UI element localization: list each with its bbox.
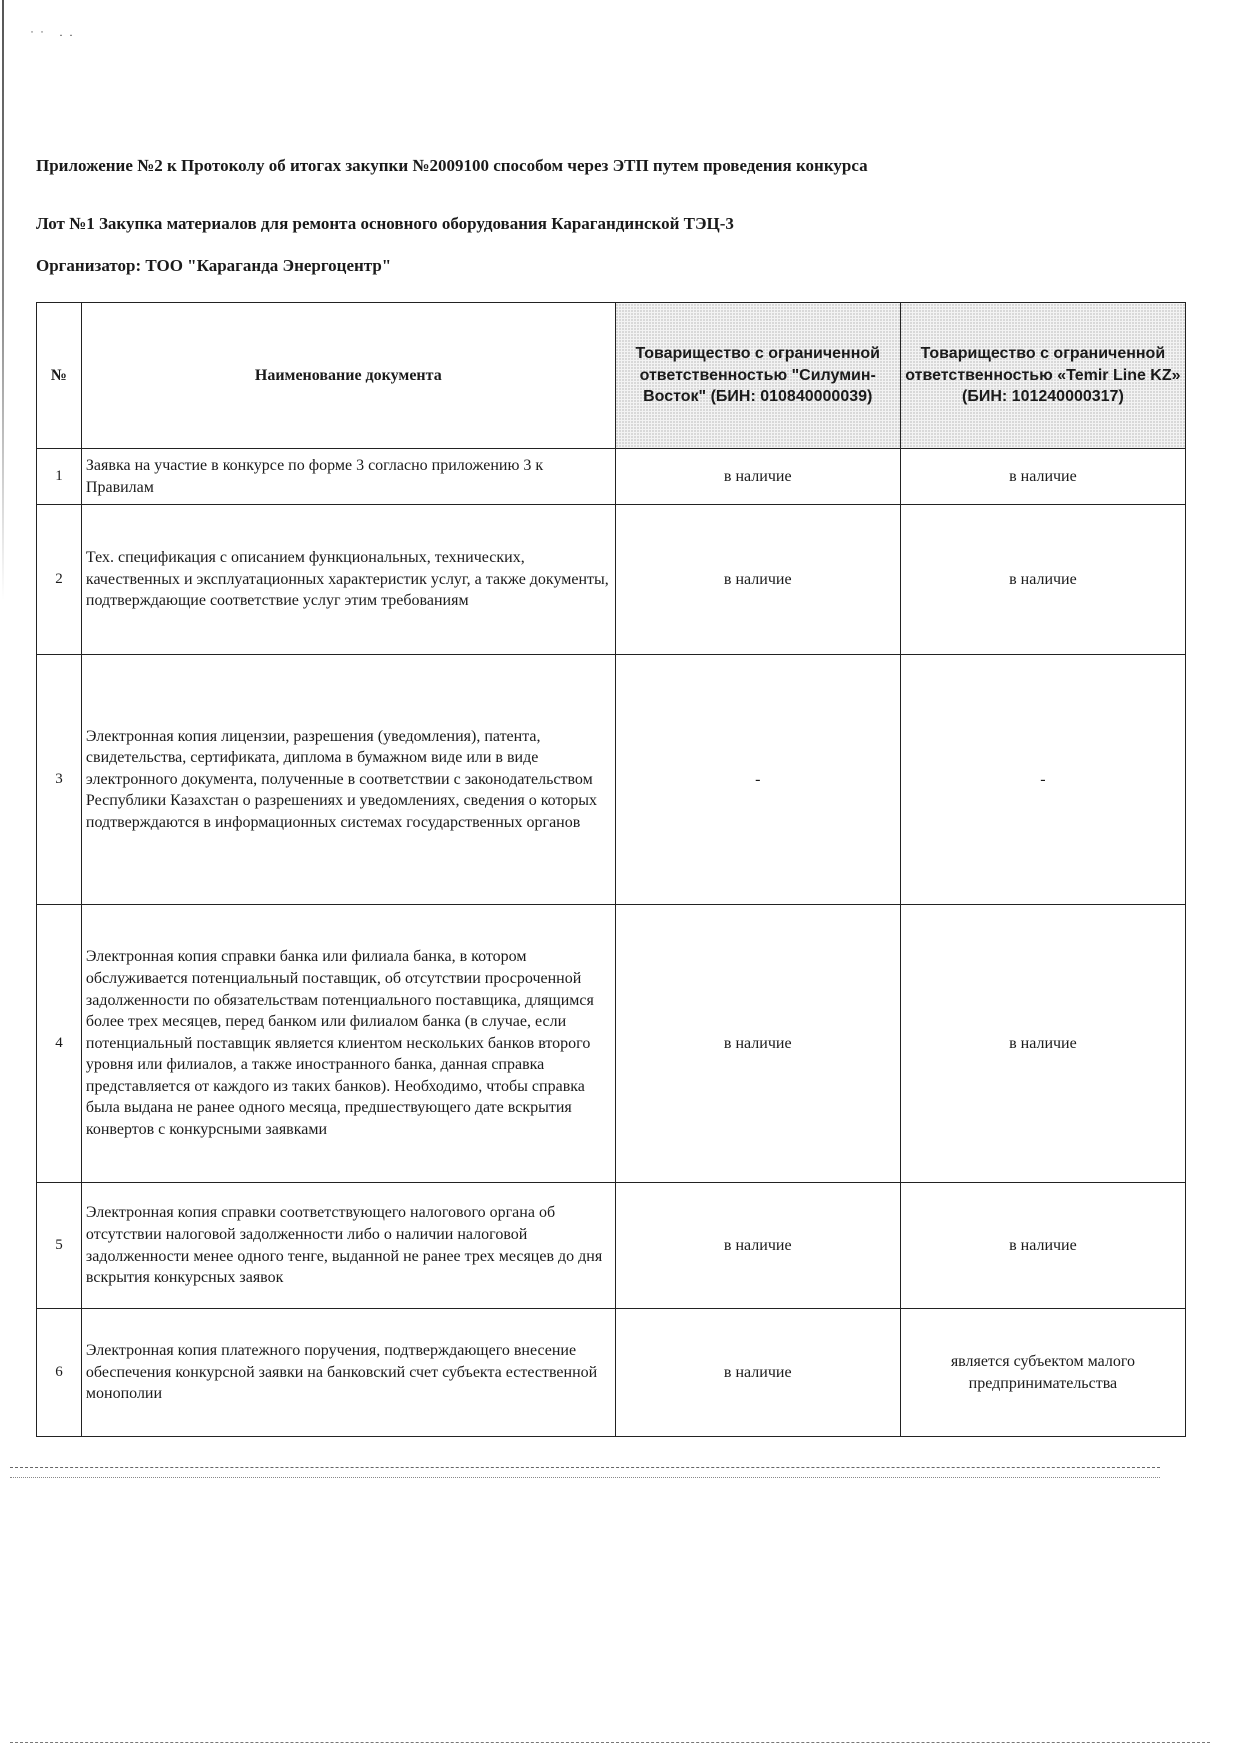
supplier2-status: - <box>900 655 1185 905</box>
supplier1-status: в наличие <box>615 905 900 1183</box>
row-number: 4 <box>37 905 82 1183</box>
row-number: 6 <box>37 1309 82 1437</box>
lot-heading: Лот №1 Закупка материалов для ремонта основного оборудования Карагандинской ТЭЦ-3 <box>36 214 734 233</box>
documents-table <box>36 302 1186 1437</box>
row-number: 3 <box>37 655 82 905</box>
scan-edge-mark <box>2 0 4 600</box>
table-row <box>37 1183 1186 1309</box>
supplier2-status: в наличие <box>900 505 1185 655</box>
document-name: Электронная копия справки банка или филиала банка, в котором обслуживается потенциальный поставщик, об отсутствии просроченной задолженности по обязательствам потенциального поставщика, длящимся более трех месяцев, перед банком или филиалом банка (в случае, если потенциальный поставщик является клиентом нескольких банков второго уровня или филиалов, а также иностранного банка, данная справка представляется от каждого из таких банков). Необходимо, чтобы справка была выдана не ранее одного месяца, предшествующего дате вскрытия конвертов с конкурсными заявками <box>81 905 615 1183</box>
document-name: Электронная копия лицензии, разрешения (уведомления), патента, свидетельства, сертификата, диплома в бумажном виде или в виде электронного документа, полученные в соответствии с законодательством Республики Казахстан о разрешениях и уведомлениях, сведения о которых подтверждаются в информационных системах государственных органов <box>81 655 615 905</box>
scan-dashed-line <box>10 1467 1160 1468</box>
row-number: 5 <box>37 1183 82 1309</box>
scan-bottom-line <box>10 1742 1210 1743</box>
scan-dotted-line <box>10 1477 1160 1478</box>
supplier2-status: в наличие <box>900 449 1185 505</box>
supplier2-status: в наличие <box>900 1183 1185 1309</box>
document-name: Электронная копия платежного поручения, подтверждающего внесение обеспечения конкурсной заявки на банковский счет субъекта естественной монополии <box>81 1309 615 1437</box>
scan-specks: ˙˙ ·· <box>30 28 79 42</box>
table-row <box>37 505 1186 655</box>
document-name: Электронная копия справки соответствующего налогового органа об отсутствии налоговой задолженности либо о наличии налоговой задолженности менее одного тенге, выданной не ранее трех месяцев до дня вскрытия конкурсных заявок <box>81 1183 615 1309</box>
appendix-heading: Приложение №2 к Протоколу об итогах закупки №2009100 способом через ЭТП путем проведения конкурса <box>36 156 868 175</box>
row-number: 2 <box>37 505 82 655</box>
document-name: Заявка на участие в конкурсе по форме 3 согласно приложению 3 к Правилам <box>81 449 615 505</box>
supplier1-status: в наличие <box>615 1309 900 1437</box>
table-row <box>37 449 1186 505</box>
document-name: Тех. спецификация с описанием функциональных, технических, качественных и эксплуатационных характеристик услуг, а также документы, подтверждающие соответствие услуг этим требованиям <box>81 505 615 655</box>
table-row <box>37 1309 1186 1437</box>
organizer-heading: Организатор: ТОО "Караганда Энергоцентр" <box>36 256 392 275</box>
table-row <box>37 655 1186 905</box>
column-header-supplier-silumin: Товарищество с ограниченной ответственностью "Силумин-Восток" (БИН: 010840000039) <box>615 303 900 449</box>
table-row <box>37 905 1186 1183</box>
supplier1-status: в наличие <box>615 1183 900 1309</box>
column-header-supplier-temir-line: Товарищество с ограниченной ответственностью «Temir Line KZ» (БИН: 101240000317) <box>900 303 1185 449</box>
column-header-document-name: Наименование документа <box>81 303 615 449</box>
column-header-num: № <box>37 303 82 449</box>
row-number: 1 <box>37 449 82 505</box>
supplier1-status: в наличие <box>615 505 900 655</box>
supplier1-status: в наличие <box>615 449 900 505</box>
supplier2-status: в наличие <box>900 905 1185 1183</box>
table-header-row <box>37 303 1186 449</box>
supplier2-status: является субъектом малого предпринимательства <box>900 1309 1185 1437</box>
supplier1-status: - <box>615 655 900 905</box>
